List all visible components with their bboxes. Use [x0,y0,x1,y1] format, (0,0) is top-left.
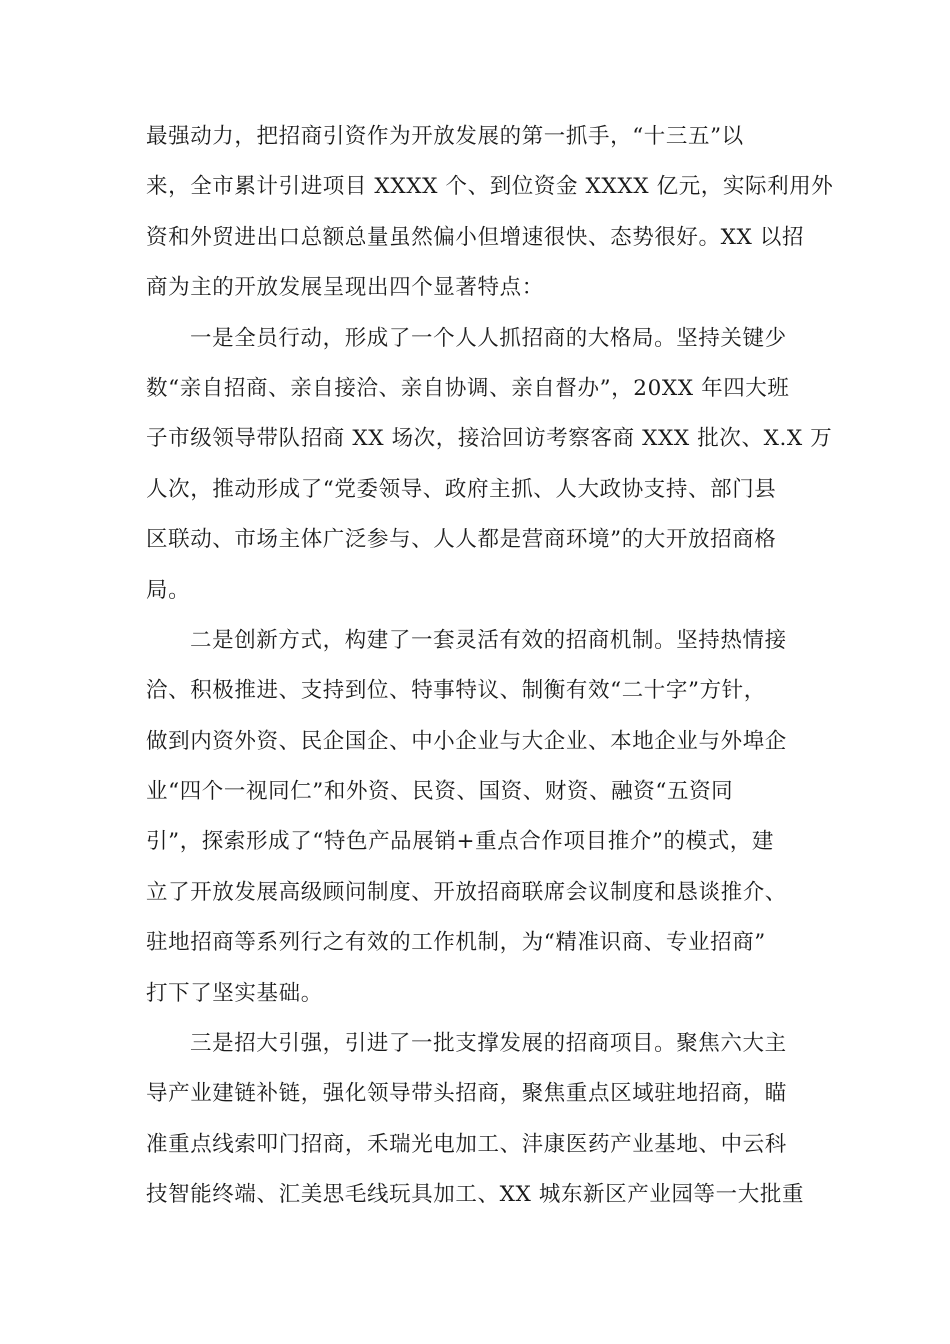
text-line: 局。 [146,577,191,603]
text-line: 打下了坚实基础。 [146,980,323,1006]
paragraph [146,112,834,314]
text-line: 最强动力，把招商引资作为开放发展的第一抓手，“十三五”以 [146,124,744,149]
text-line: 导产业建链补链，强化领导带头招商，聚焦重点区域驻地招商，瞄 [146,1081,787,1107]
text-line: 业“四个一视同仁”和外资、民资、国资、财资、融资“五资同 [146,779,734,805]
text-line: 数“亲自招商、亲自接洽、亲自协调、亲自督办”，20XX 年四大班 [146,375,790,401]
text-line: 立了开放发展高级顾问制度、开放招商联席会议制度和恳谈推介、 [146,879,787,905]
text-line: 三是招大引强，引进了一批支撑发展的招商项目。聚焦六大主 [190,1031,787,1057]
paragraph [146,616,806,1019]
text-line: 二是创新方式，构建了一套灵活有效的招商机制。坚持热情接 [190,627,787,653]
text-line: 资和外贸进出口总额总量虽然偏小但增速很快、态势很好。XX 以招 [146,224,805,250]
text-line: 洽、积极推进、支持到位、特事特议、制衡有效“二十字”方针， [146,678,766,704]
text-line: 商为主的开放发展呈现出四个显著特点： [146,275,544,301]
paragraph [146,1019,806,1221]
text-line: 一是全员行动，形成了一个人人抓招商的大格局。坚持关键少 [190,325,787,351]
paragraph [146,314,833,616]
text-line: 技智能终端、汇美思毛线玩具加工、XX 城东新区产业园等一大批重 [146,1182,805,1208]
text-line: 引”，探索形成了“特色产品展销+重点合作项目推介”的模式，建 [146,829,774,855]
text-line: 做到内资外资、民企国企、中小企业与大企业、本地企业与外埠企 [146,728,787,754]
text-line: 区联动、市场主体广泛参与、人人都是营商环境”的大开放招商格 [146,527,777,553]
text-line: 人次，推动形成了“党委领导、政府主抓、人大政协支持、部门县 [146,476,777,502]
text-line: 驻地招商等系列行之有效的工作机制，为“精准识商、专业招商” [146,930,766,956]
text-line: 准重点线索叩门招商，禾瑞光电加工、沣康医药产业基地、中云科 [146,1131,787,1157]
text-line: 子市级领导带队招商 XX 场次，接洽回访考察客商 XXX 批次、X.X 万 [146,426,833,452]
document-body [146,112,834,1221]
text-line: 来，全市累计引进项目 XXXX 个、到位资金 XXXX 亿元，实际利用外 [146,174,834,200]
